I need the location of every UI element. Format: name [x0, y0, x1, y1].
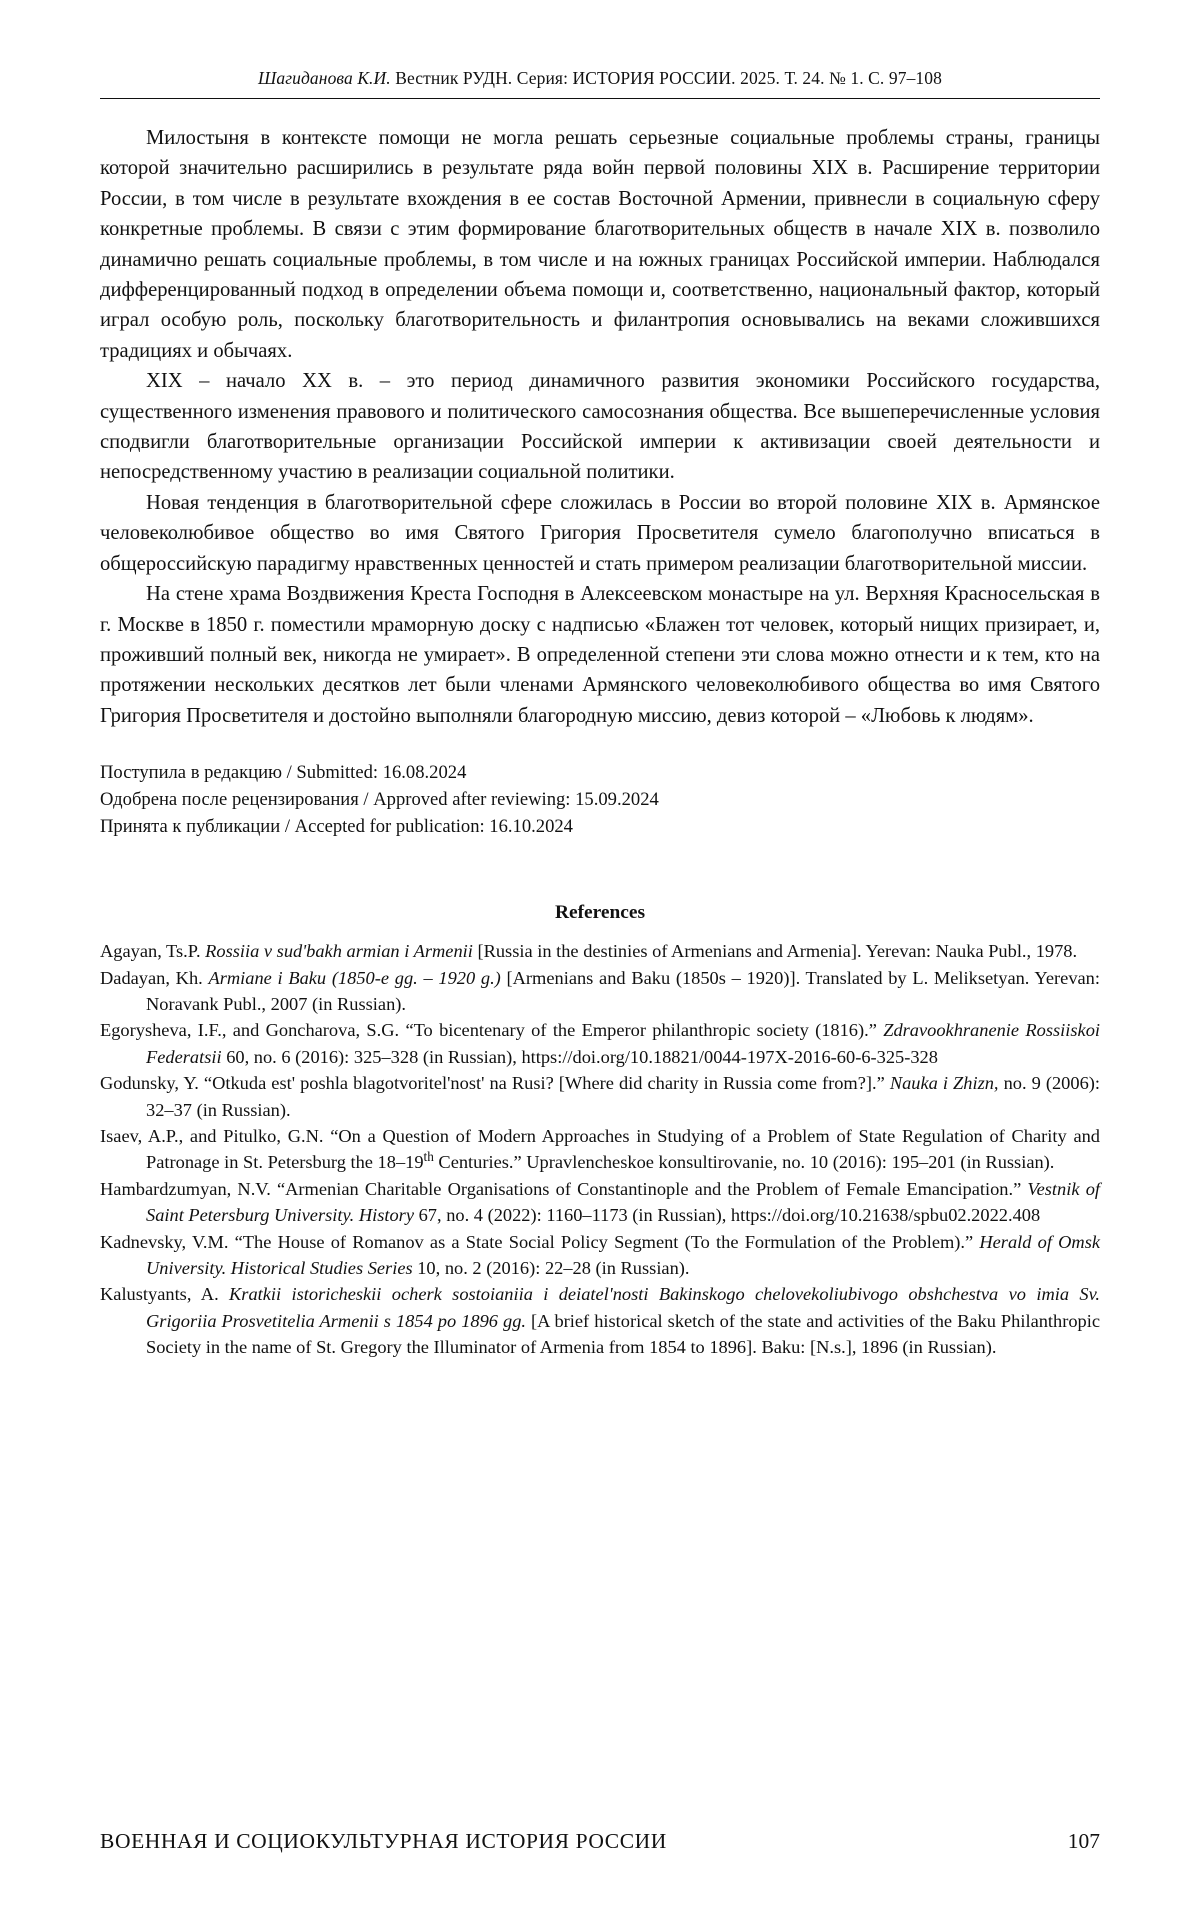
reference-entry: Godunsky, Y. “Otkuda est' poshla blagotvoritel'nost' na Rusi? [Where did charity in Russia come from?].” Nauka i Zhizn, no. 9 (2006): 32–37 (in Russian). [100, 1073, 1101, 1120]
date-line: Одобрена после рецензирования / Approved after reviewing: 15.09.2024 [100, 789, 659, 811]
footer-page-number: 107 [1067, 1829, 1100, 1853]
running-head-author: Шагиданова К.И. [258, 68, 391, 88]
header-divider [100, 98, 1100, 99]
body-paragraph: Милостыня в контексте помощи не могла решать серьезные социальные проблемы страны, границы которой значительно расширились в результате ряда войн первой половины XIX в. Расширение территории России, в том числе в результате вхождения в ее состав Восточной Армении, привнесли в социальную сферу конкретные проблемы. В связи с этим формирование благотворительных обществ в начале XIX в. позволило динамично решать социальные проблемы, в том числе и на южных границах Российской империи. Наблюдался дифференцированный подход в определении объема помощи и, соответственно, национальный фактор, который играл особую роль, поскольку благотворительность и филантропия основывались на веками сложившихся традициях и обычаях. [100, 127, 1100, 362]
body-paragraph: Новая тенденция в благотворительной сфере сложилась в России во второй половине XIX в. Армянское человеколюбивое общество во имя Святого Григория Просветителя сумело благополучно вписаться в общероссийскую парадигму нравственных ценностей и стать примером реализации благотворительной миссии. [100, 491, 1100, 575]
footer-section-title: ВОЕННАЯ И СОЦИОКУЛЬТУРНАЯ ИСТОРИЯ РОССИИ [100, 1829, 667, 1853]
submission-dates [100, 759, 1100, 840]
running-head [100, 68, 1100, 89]
reference-entry: Egorysheva, I.F., and Goncharova, S.G. “To bicentenary of the Emperor philanthropic society (1816).” Zdravookhranenie Rossiiskoi Federatsii 60, no. 6 (2016): 325–328 (in Russian), https://doi.org/10.18821/0044-197X-2016-60-6-325-328 [100, 1020, 1100, 1067]
date-line: Принята к публикации / Accepted for publication: 16.10.2024 [100, 816, 573, 838]
reference-entry: Kalustyants, A. Kratkii istoricheskii ocherk sostoianiia i deiatel'nosti Bakinskogo chelovekoliubivogo obshchestva vo imia Sv. Grigoriia Prosvetitelia Armenii s 1854 po 1896 gg. [A brief historical sketch of the state and activities of the Baku Philanthropic Society in the name of St. Gregory the Illuminator of Armenia from 1854 to 1896]. Baku: [N.s.], 1896 (in Russian). [100, 1284, 1101, 1358]
body-paragraph: На стене храма Воздвижения Креста Господня в Алексеевском монастыре на ул. Верхняя Красносельская в г. Москве в 1850 г. поместили мраморную доску с надписью «Блажен тот человек, который нищих призирает, и, проживший полный век, никогда не умирает». В определенной степени эти слова можно отнести и к тем, кто на протяжении нескольких десятков лет были членами Армянского человеколюбивого общества во имя Святого Григория Просветителя и достойно выполняли благородную миссию, девиз которой – «Любовь к людям». [100, 583, 1100, 727]
references-list [100, 938, 1100, 1361]
reference-entry: Hambardzumyan, N.V. “Armenian Charitable Organisations of Constantinople and the Problem of Female Emancipation.” Vestnik of Saint Petersburg University. History 67, no. 4 (2022): 1160–1173 (in Russian), https://doi.org/10.21638/spbu02.2022.408 [100, 1178, 1100, 1226]
body-paragraph: XIX – начало XX в. – это период динамичного развития экономики Российского государства, существенного изменения правового и политического самосознания общества. Все вышеперечисленные условия сподвигли благотворительные организации Российской империи к активизации своей деятельности и непосредственному участию в реализации социальной политики. [100, 370, 1100, 484]
running-head-source: Вестник РУДН. Серия: ИСТОРИЯ РОССИИ. 2025. Т. 24. № 1. С. 97–108 [390, 68, 942, 88]
page-footer [100, 1829, 1100, 1854]
reference-entry: Agayan, Ts.P. Rossiia v sud'bakh armian i Armenii [Russia in the destinies of Armenians and Armenia]. Yerevan: Nauka Publ., 1978. [100, 941, 1078, 962]
date-line: Поступила в редакцию / Submitted: 16.08.2024 [100, 762, 467, 784]
body-text [100, 123, 1100, 731]
references-heading: References [554, 902, 646, 924]
reference-entry: Dadayan, Kh. Armiane i Baku (1850-e gg. – 1920 g.) [Armenians and Baku (1850s – 1920)]. Translated by L. Meliksetyan. Yerevan: Noravank Publ., 2007 (in Russian). [100, 967, 1100, 1014]
reference-entry: Kadnevsky, V.M. “The House of Romanov as a State Social Policy Segment (To the Formulation of the Problem).” Herald of Omsk University. Historical Studies Series 10, no. 2 (2016): 22–28 (in Russian). [100, 1231, 1101, 1278]
reference-entry: Isaev, A.P., and Pitulko, G.N. “On a Question of Modern Approaches in Studying of a Problem of State Regulation of Charity and Patronage in St. Petersburg the 18–19th Centuries.” Upravlencheskoe konsultirovanie, no. 10 (2016): 195–201 (in Russian). [100, 1125, 1100, 1173]
